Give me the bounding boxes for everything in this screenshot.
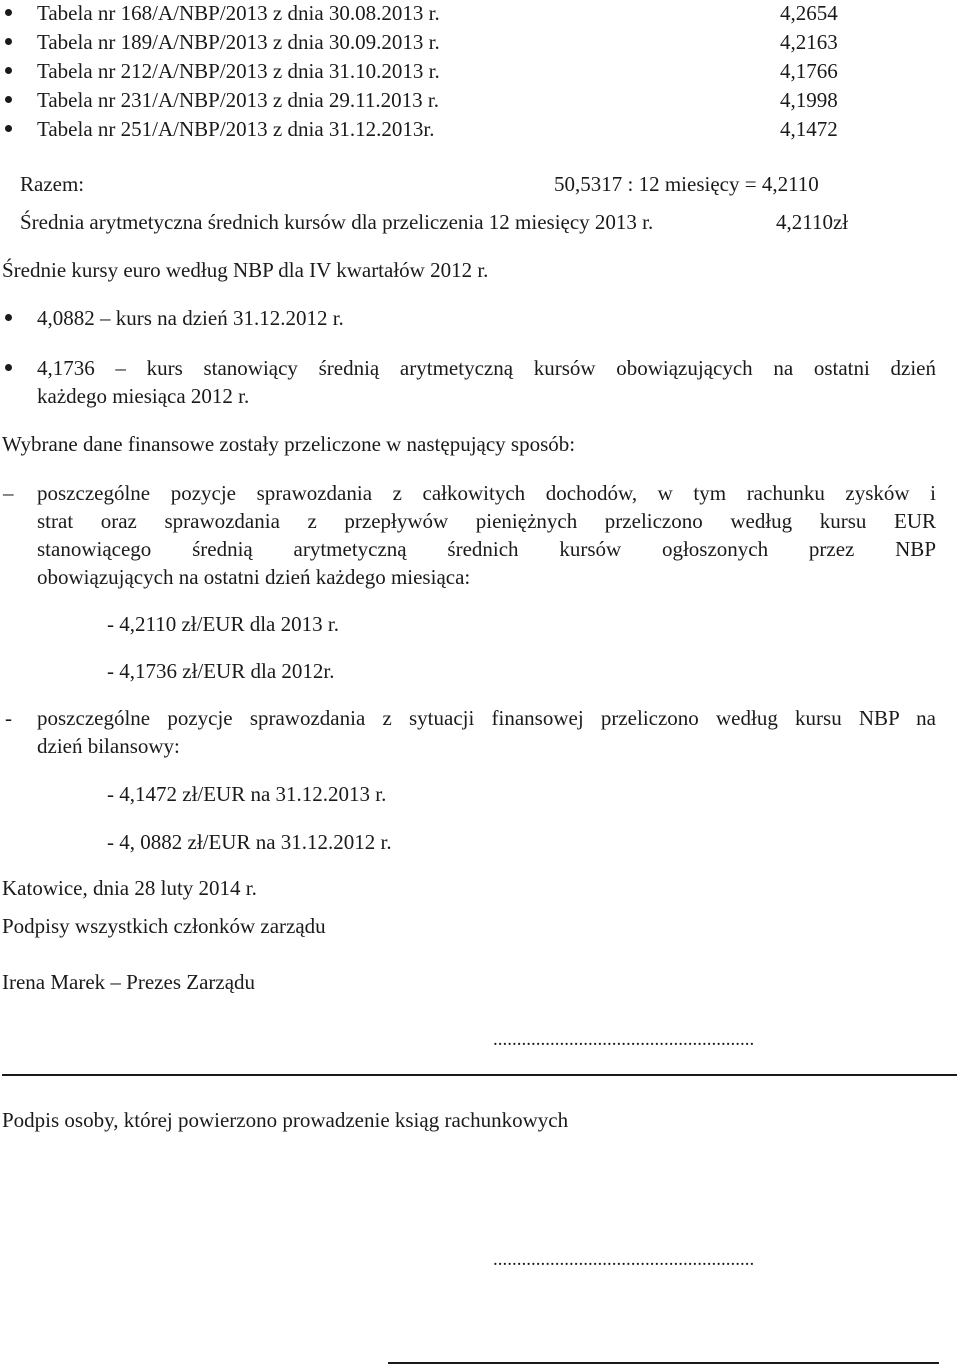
president-name: Irena Marek – Prezes Zarządu — [2, 970, 256, 994]
quarterly-item-2-line2: każdego miesiąca 2012 r. — [37, 384, 250, 408]
quarterly-item-1: 4,0882 – kurs na dzień 31.12.2012 r. — [37, 306, 344, 330]
average-value: 4,2110zł — [776, 210, 849, 234]
signature-line-president: ....................................................... — [493, 1029, 755, 1050]
rate-label: Tabela nr 212/A/NBP/2013 z dnia 31.10.2013 r. — [37, 59, 440, 83]
separator-line — [2, 1074, 957, 1076]
rate-value: 4,1766 — [780, 59, 838, 83]
method-p2-line1: poszczególne pozycje sprawozdania z sytuacji finansowej przeliczono według kursu NBP na — [37, 706, 936, 730]
bullet-icon — [5, 9, 12, 16]
method-p1-line4: obowiązujących na ostatni dzień każdego miesiąca: — [37, 565, 471, 589]
quarterly-heading: Średnie kursy euro według NBP dla IV kwartałów 2012 r. — [2, 258, 489, 282]
separator-line — [388, 1362, 939, 1364]
signatures-heading: Podpisy wszystkich członków zarządu — [2, 914, 326, 938]
method-p1-line1: poszczególne pozycje sprawozdania z całkowitych dochodów, w tym rachunku zysków i — [37, 481, 936, 505]
method-p1-line2: strat oraz sprawozdania z przepływów pieniężnych przeliczono według kursu EUR — [37, 509, 936, 533]
method-p2-line2: dzień bilansowy: — [37, 734, 180, 758]
signature-line-accountant: ....................................................... — [493, 1249, 755, 1270]
rate-value: 4,1998 — [780, 88, 838, 112]
average-label: Średnia arytmetyczna średnich kursów dla przeliczenia 12 miesięcy 2013 r. — [20, 210, 654, 234]
bullet-icon — [5, 67, 12, 74]
bullet-icon — [5, 96, 12, 103]
razem-label: Razem: — [20, 172, 85, 196]
quarterly-item-2-line1: 4,1736 – kurs stanowiący średnią arytmetyczną kursów obowiązujących na ostatni dzień — [37, 356, 936, 380]
method-p2-sub1: - 4,1472 zł/EUR na 31.12.2013 r. — [107, 782, 387, 806]
rate-label: Tabela nr 168/A/NBP/2013 z dnia 30.08.2013 r. — [37, 1, 440, 25]
bullet-icon — [5, 38, 12, 45]
dash-marker: - — [5, 706, 12, 730]
dash-marker: – — [3, 481, 14, 505]
accountant-label: Podpis osoby, której powierzono prowadzenie ksiąg rachunkowych — [2, 1108, 569, 1132]
rate-value: 4,2163 — [780, 30, 838, 54]
bullet-icon — [5, 364, 12, 371]
bullet-icon — [5, 314, 12, 321]
method-p1-sub2: - 4,1736 zł/EUR dla 2012r. — [107, 659, 335, 683]
rate-label: Tabela nr 251/A/NBP/2013 z dnia 31.12.2013r. — [37, 117, 435, 141]
razem-value: 50,5317 : 12 miesięcy = 4,2110 — [554, 172, 819, 196]
rate-label: Tabela nr 231/A/NBP/2013 z dnia 29.11.2013 r. — [37, 88, 439, 112]
rate-value: 4,1472 — [780, 117, 838, 141]
rate-value: 4,2654 — [780, 1, 838, 25]
method-intro: Wybrane dane finansowe zostały przeliczone w następujący sposób: — [2, 432, 576, 456]
method-p2-sub2: - 4, 0882 zł/EUR na 31.12.2012 r. — [107, 830, 392, 854]
rate-label: Tabela nr 189/A/NBP/2013 z dnia 30.09.2013 r. — [37, 30, 440, 54]
method-p1-line3: stanowiącego średnią arytmetyczną średnich kursów ogłoszonych przez NBP — [37, 537, 936, 561]
bullet-icon — [5, 125, 12, 132]
place-date: Katowice, dnia 28 luty 2014 r. — [2, 876, 257, 900]
method-p1-sub1: - 4,2110 zł/EUR dla 2013 r. — [107, 612, 339, 636]
